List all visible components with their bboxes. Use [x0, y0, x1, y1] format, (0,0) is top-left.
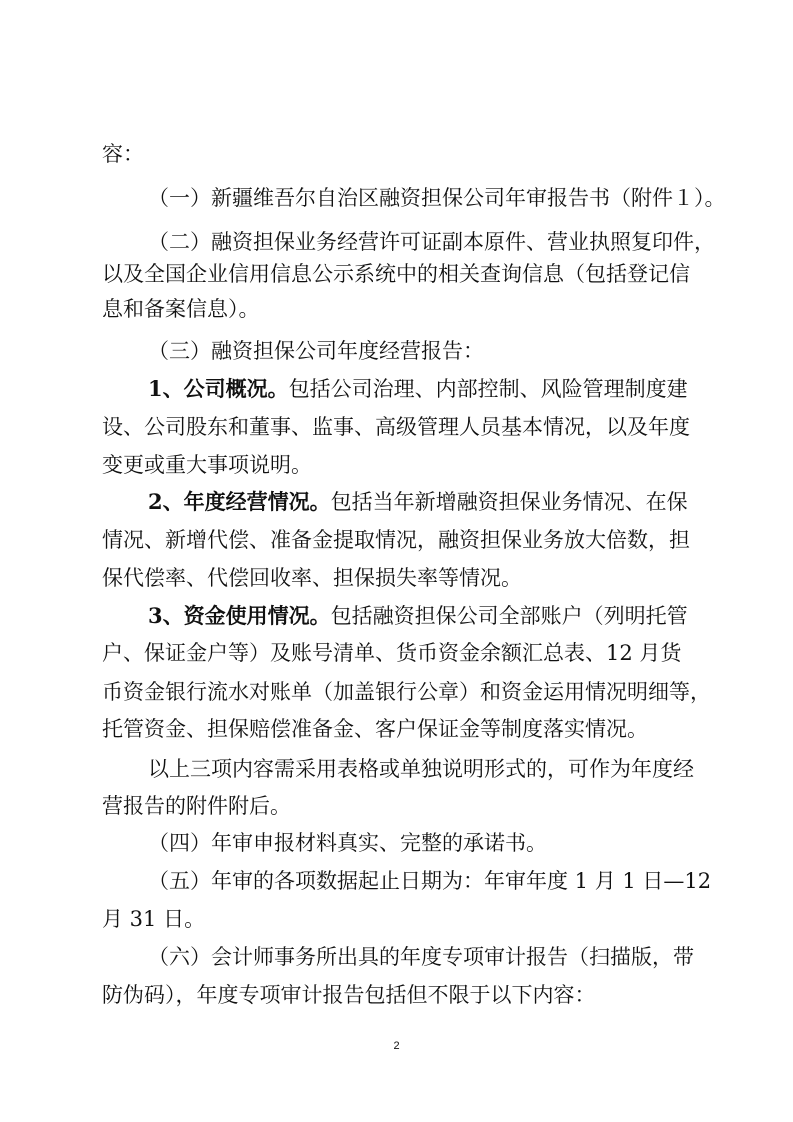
text-line: 户、保证金户等）及账号清单、货币资金余额汇总表、12 月货 — [102, 641, 682, 665]
section-heading: 3、资金使用情况。 — [148, 603, 331, 628]
text-line: 保代偿率、代偿回收率、担保损失率等情况。 — [102, 566, 522, 590]
text-line: 3、资金使用情况。包括融资担保公司全部账户（列明托管 — [148, 603, 688, 628]
text-line: （六）会计师事务所出具的年度专项审计报告（扫描版，带 — [148, 945, 694, 969]
text-line: 情况、新增代偿、准备金提取情况，融资担保业务放大倍数，担 — [102, 528, 690, 552]
text-line: （三）融资担保公司年度经营报告： — [148, 339, 484, 363]
text-line: 托管资金、担保赔偿准备金、客户保证金等制度落实情况。 — [102, 717, 648, 741]
text-line: （五）年审的各项数据起止日期为：年审年度 1 月 1 日—12 — [148, 869, 712, 893]
text-line: 1、公司概况。包括公司治理、内部控制、风险管理制度建 — [148, 376, 688, 401]
text-line: 设、公司股东和董事、监事、高级管理人员基本情况，以及年度 — [102, 415, 690, 439]
text-line: 以及全国企业信用信息公示系统中的相关查询信息（包括登记信 — [102, 262, 690, 286]
text-line: （二）融资担保业务经营许可证副本原件、营业执照复印件， — [148, 230, 715, 254]
text-line: （四）年审申报材料真实、完整的承诺书。 — [148, 831, 547, 855]
text-line: 息和备案信息）。 — [102, 297, 260, 321]
text-line: 以上三项内容需采用表格或单独说明形式的，可作为年度经 — [148, 757, 694, 781]
text-line: 防伪码），年度专项审计报告包括但不限于以下内容： — [102, 983, 596, 1007]
text-line: （一）新疆维吾尔自治区融资担保公司年审报告书（附件１）。 — [148, 186, 726, 210]
page-number: 2 — [393, 1040, 400, 1052]
text-line: 变更或重大事项说明。 — [102, 453, 312, 477]
text-line: 2、年度经营情况。包括当年新增融资担保业务情况、在保 — [148, 489, 688, 514]
text-line: 营报告的附件附后。 — [102, 794, 291, 818]
text-line: 容： — [102, 142, 144, 166]
text-line: 币资金银行流水对账单（加盖银行公章）和资金运用情况明细等， — [102, 680, 711, 704]
text-line: 月 31 日。 — [102, 907, 206, 931]
section-heading: 1、公司概况。 — [148, 376, 289, 401]
section-heading: 2、年度经营情况。 — [148, 489, 331, 514]
